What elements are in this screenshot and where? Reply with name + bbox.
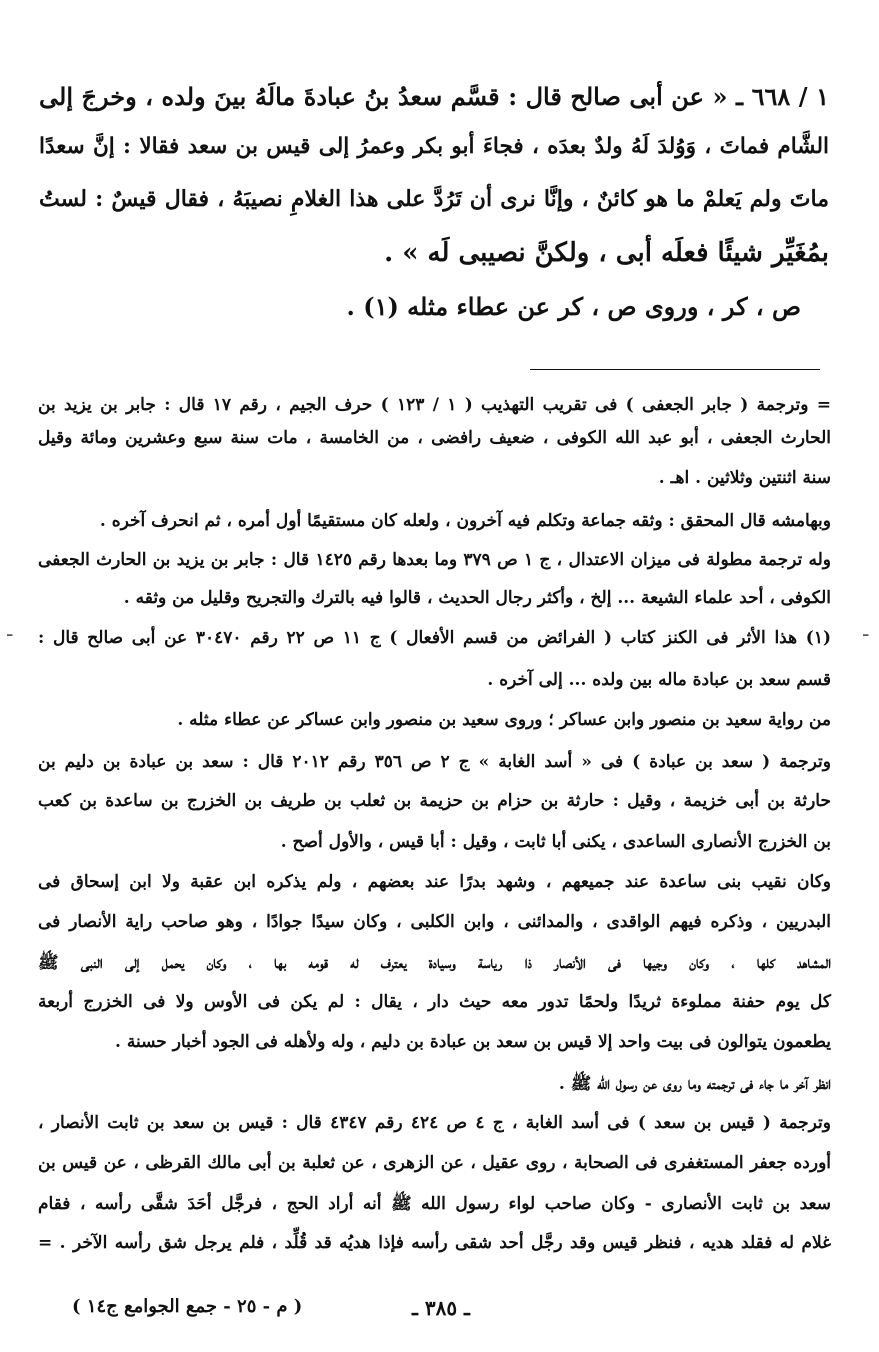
footnote-line: غلام له فقلد هديه ، فنظر قيس وقد رجَّل أحد شقى رأسه فإذا هديُه قد قُلِّد ، فلم يرجل شق رأسه الآخر . = [38, 1233, 831, 1253]
footnote-line: وكان نقيب بنى ساعدة عند جميعهم ، وشهد بدرًا عند بعضهم ، ولم يذكره ابن عقبة ولا ابن إسحاق فى [38, 872, 831, 892]
footnote-line: وترجمة ( قيس بن سعد ) فى أسد الغابة ، ج ٤ ص ٤٢٤ رقم ٤٣٤٧ قال : قيس بن سعد بن ثابت الأنصار ، [38, 1113, 831, 1133]
footnote-line: الحارث الجعفى ، أبو عبد الله الكوفى ، ضعيف رافضى ، من الخامسة ، مات سنة سبع وعشرين ومائة وقيل [38, 428, 831, 448]
page-number: ـ ٣٨٥ ـ [412, 1296, 470, 1320]
footnote-line: وترجمة ( سعد بن عبادة ) فى « أسد الغابة » ج ٢ ص ٣٥٦ رقم ٢٠١٢ قال : سعد بن عبادة بن دليم بن [38, 752, 831, 772]
footnote-line: بن الخزرج الأنصارى الساعدى ، يكنى أبا ثابت ، وقيل : أبا قيس ، والأول أصح . [280, 832, 831, 852]
footnote-line: المشاهد كلها ، وكان وجيها فى الأنصار ذا رياسة وسيادة يعترف له قومه بها ، وكان يحمل إلى النبى ﷺ [38, 953, 831, 973]
footnote-line: البدريين ، وذكره فيهم الواقدى ، والمدائنى ، وابن الكلبى ، وكان سيدًا جوادًا ، وهو صاحب راية الأنصار فى [38, 912, 832, 932]
volume-reference: ( م - ٢٥ - جمع الجوامع ج١٤ ) [72, 1296, 303, 1317]
source-line: ص ، كر ، وروى ص ، كر عن عطاء مثله (١) . [346, 292, 801, 321]
footnote-line: سنة اثنتين وثلاثين . اهـ . [658, 468, 831, 488]
footnote-line: (١) هذا الأثر فى الكنز كتاب ( الفرائض من قسم الأفعال ) ج ١١ ص ٢٢ رقم ٣٠٤٧٠ عن أبى صالح قال : [38, 628, 831, 648]
main-text-line: الشَّام فماتَ ، وَوُلدَ لَهُ ولدٌ بعدَه ، فجاءَ أبو بكر وعمرُ إلى قيس بن سعد فقالا : إنَّ سعدًا [39, 134, 829, 159]
footnote-line: وله ترجمة مطولة فى ميزان الاعتدال ، ج ١ ص ٣٧٩ وما بعدها رقم ١٤٢٥ قال : جابر بن يزيد بن الحارث الجعفى [38, 550, 832, 570]
footnote-line: الكوفى ، أحد علماء الشيعة ... إلخ ، وأكثر رجال الحديث ، قالوا فيه بالترك والتجريح وقليل من وثقه . [123, 588, 831, 608]
footnote-line: من رواية سعيد بن منصور وابن عساكر ؛ وروى سعيد بن منصور وابن عساكر عن عطاء مثله . [177, 710, 831, 730]
footnote-line: سعد بن ثابت الأنصارى - وكان صاحب لواء رسول الله ﷺ أنه أراد الحج ، فرجَّل أحَدَ شقَّى رأسه ، فقام [38, 1194, 831, 1214]
footnote-line: أورده جعفر المستغفرى فى الصحابة ، روى عقيل ، عن الزهرى ، عن ثعلبة بن أبى مالك القرظى ، عن قيس بن [38, 1153, 831, 1173]
footnote-line: انظر آخر ما جاء فى ترجمته وما روى عن رسول الله ﷺ . [558, 1074, 831, 1094]
main-text-line: ماتَ ولم يَعلمْ ما هو كائنٌ ، وإنَّا نرى أن تَرُدَّ على هذا الغلامِ نصيبَهُ ، فقال قيسٌ : لستُ [39, 186, 829, 212]
footnote-line: كل يوم حفنة مملوءة ثريدًا ولحمًا تدور معه حيث دار ، يقال : لم يكن فى الأوس ولا فى الخزرج أربعة [38, 992, 831, 1012]
margin-mark: - [6, 622, 14, 647]
footnote-line: = وترجمة ( جابر الجعفى ) فى تقريب التهذيب ( ١ / ١٢٣ ) حرف الجيم ، رقم ١٧ قال : جابر بن يزيد بن [38, 395, 832, 415]
main-text-line: بمُغَيِّر شيئًا فعلَه أبى ، ولكنَّ نصيبى لَه » . [384, 238, 829, 268]
margin-mark: - [862, 622, 870, 647]
footnote-line: قسم سعد بن عبادة ماله بين ولده ... إلى آخره . [487, 670, 831, 690]
footnote-line: حارثة بن أبى خزيمة ، وقيل : حارثة بن حزام بن حزيمة بن ثعلب بن طريف بن الخزرج بن ساعدة بن كعب [38, 791, 831, 811]
footnote-line: يطعمون يتوالون فى بيت واحد إلا قيس بن سعد بن عبادة بن دليم ، وله ولأهله فى الجود أخبار حسنة . [115, 1032, 831, 1052]
footnote-line: وبهامشه قال المحقق : وثقه جماعة وتكلم فيه آخرون ، ولعله كان مستقيمًا أول أمره ، ثم انحرف آخره . [99, 511, 831, 531]
main-text-line: ١ / ٦٦٨ ـ « عن أبى صالح قال : قسَّم سعدُ بنُ عبادةَ مالَهُ بينَ ولده ، وخرجَ إلى [39, 82, 829, 111]
footnote-separator [530, 369, 820, 370]
